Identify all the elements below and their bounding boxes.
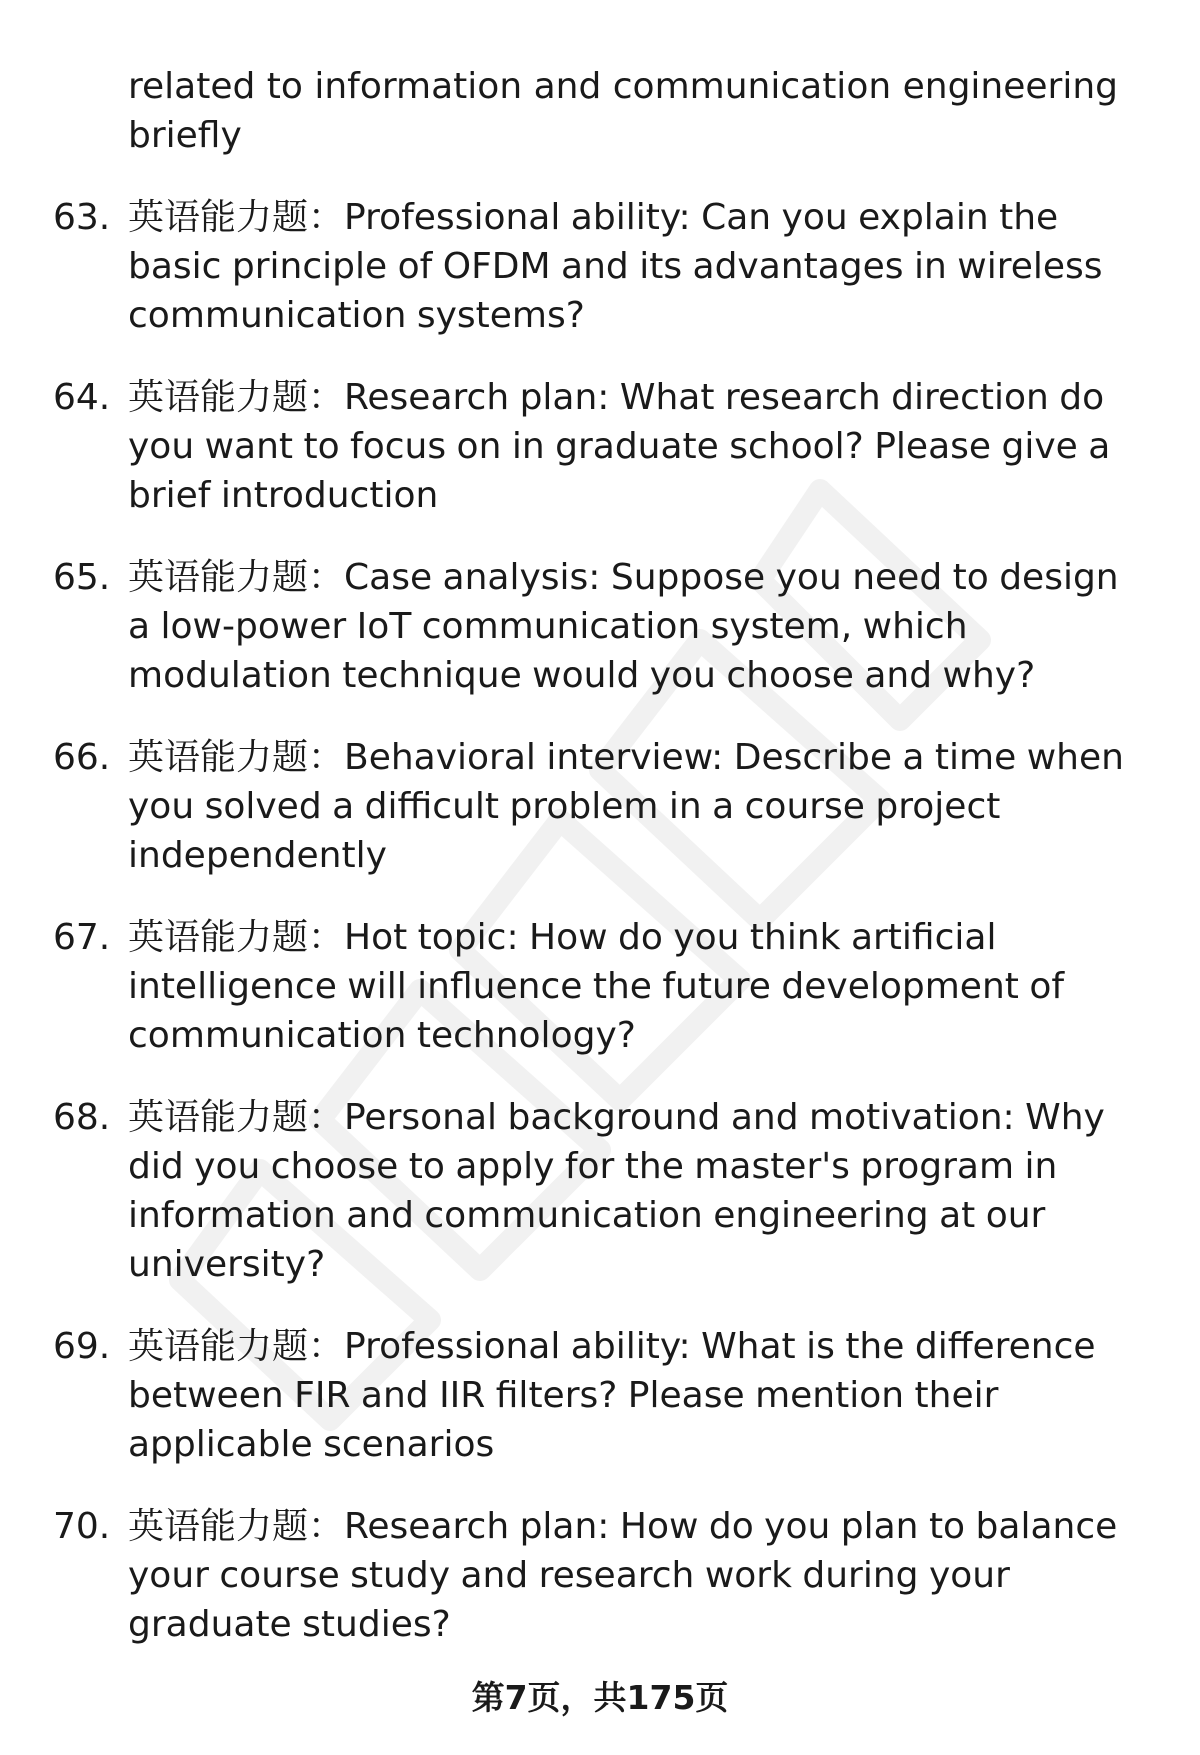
question-text: 英语能力题：Case analysis: Suppose you need to design a low-power IoT communication system, which modulation technique would you choose and why? xyxy=(128,557,1119,696)
question-number: 65. xyxy=(53,557,111,598)
question-text: 英语能力题：Hot topic: How do you think artificial intelligence will influence the future development of communication technology? xyxy=(128,917,1065,1056)
question-number: 68. xyxy=(53,1097,111,1138)
question-text: 英语能力题：Research plan: What research direction do you want to focus on in graduate school? Please give a brief introduction xyxy=(128,377,1111,516)
question-number: 63. xyxy=(53,197,111,238)
page-footer: 第7页，共175页 xyxy=(471,1678,729,1717)
question-text: 英语能力题：Research plan: How do you plan to balance your course study and research work during your graduate studies? xyxy=(128,1506,1118,1645)
question-text: 英语能力题：Behavioral interview: Describe a time when you solved a difficult problem in a course project independently xyxy=(128,737,1124,876)
question-number: 66. xyxy=(53,737,111,778)
question-text: 英语能力题：Personal background and motivation: Why did you choose to apply for the master's program in information and communication engineering at our university? xyxy=(128,1097,1105,1285)
question-text: 英语能力题：Professional ability: What is the difference between FIR and IIR filters? Please mention their applicable scenarios xyxy=(128,1326,1096,1465)
question-text: 英语能力题：Professional ability: Can you explain the basic principle of OFDM and its advantages in wireless communication systems? xyxy=(128,197,1103,336)
question-number: 67. xyxy=(53,917,111,958)
question-number: 70. xyxy=(53,1506,111,1547)
question-number: 69. xyxy=(53,1326,111,1367)
question-number: 64. xyxy=(53,377,111,418)
continuation-text: related to information and communication engineering briefly xyxy=(128,66,1118,156)
